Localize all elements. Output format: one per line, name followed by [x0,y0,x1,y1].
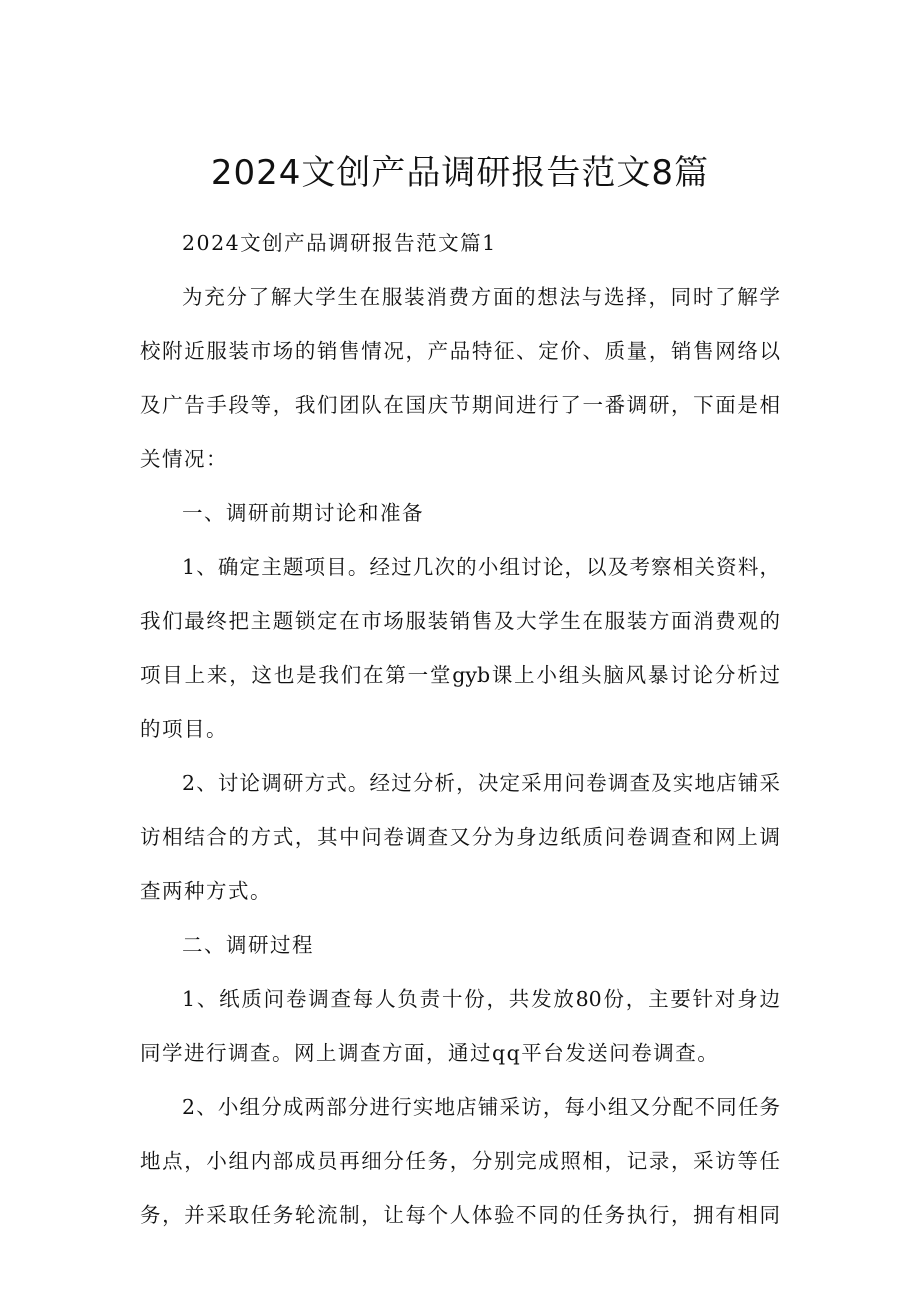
paragraph [140,1092,780,1254]
text-line: 一、调研前期讨论和准备 [182,501,424,525]
text-line: 访相结合的方式，其中问卷调查又分为身边纸质问卷调查和网上调 [140,825,780,849]
text-line: 2、小组分成两部分进行实地店铺采访，每小组又分配不同任务 [182,1095,780,1119]
text-line: 2024文创产品调研报告范文篇1 [182,231,497,255]
text-line: 关情况： [140,447,228,471]
text-line: 2、讨论调研方式。经过分析，决定采用问卷调查及实地店铺采 [182,771,780,795]
text-line: 二、调研过程 [182,933,314,957]
paragraph [140,498,780,552]
text-line: 及广告手段等，我们团队在国庆节期间进行了一番调研，下面是相 [140,393,780,417]
text-line: 1、确定主题项目。经过几次的小组讨论，以及考察相关资料， [182,555,780,579]
paragraph [140,282,780,498]
paragraph [140,228,780,282]
paragraph [140,552,780,768]
text-line: 为充分了解大学生在服装消费方面的想法与选择，同时了解学 [182,285,780,309]
document-body [140,228,780,1254]
text-line: 查两种方式。 [140,879,272,903]
text-line: 我们最终把主题锁定在市场服装销售及大学生在服装方面消费观的 [140,609,780,633]
text-line: 校附近服装市场的销售情况，产品特征、定价、质量，销售网络以 [140,339,780,363]
document-title: 2024文创产品调研报告范文8篇 [210,153,710,193]
text-line: 地点，小组内部成员再细分任务，分别完成照相，记录，采访等任 [140,1149,780,1173]
text-line: 项目上来，这也是我们在第一堂gyb课上小组头脑风暴讨论分析过 [140,663,780,687]
text-line: 的项目。 [140,717,228,741]
paragraph [140,768,780,930]
paragraph [140,984,780,1092]
text-line: 务，并采取任务轮流制，让每个人体验不同的任务执行，拥有相同 [140,1203,780,1227]
paragraph [140,930,780,984]
text-line: 同学进行调查。网上调查方面，通过qq平台发送问卷调查。 [140,1041,720,1065]
text-line: 1、纸质问卷调查每人负责十份，共发放80份，主要针对身边 [182,987,780,1011]
